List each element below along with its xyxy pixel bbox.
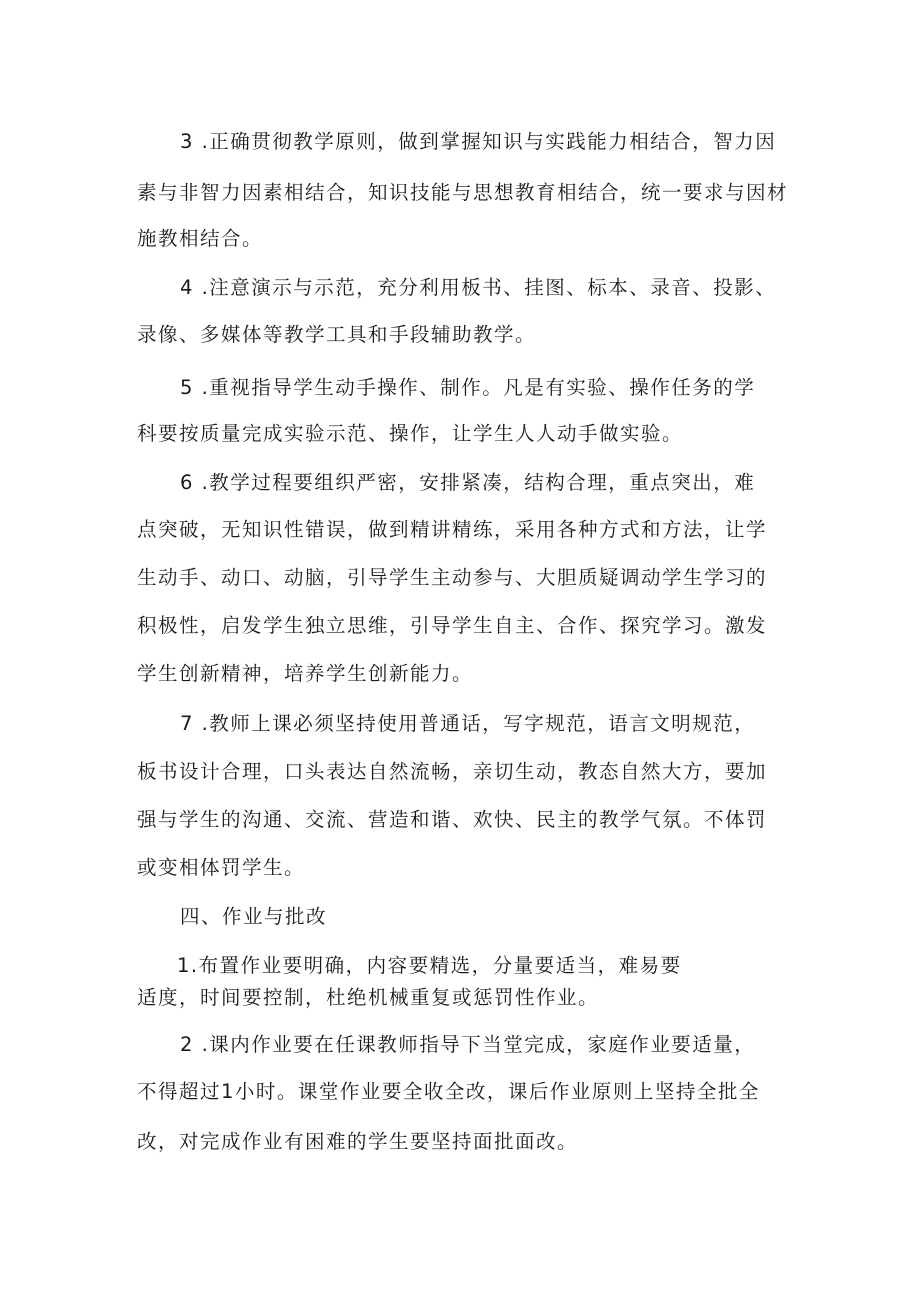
paragraph-7-line-4: 或变相体罚学生。: [137, 856, 306, 879]
paragraph-3-line-1: 3 .正确贯彻教学原则，做到掌握知识与实践能力相结合，智力因: [180, 130, 777, 153]
paragraph-4-line-1: 4 .注意演示与示范，充分利用板书、挂图、标本、录音、投影、: [180, 276, 777, 299]
homework-item-2-line-2: 不得超过1小时。课堂作业要全收全改，课后作业原则上坚持全批全: [137, 1080, 760, 1103]
paragraph-6-line-3: 生动手、动口、动脑，引导学生主动参与、大胆质疑调动学生学习的: [137, 566, 768, 589]
homework-item-2-line-3: 改，对完成作业有困难的学生要坚持面批面改。: [137, 1130, 579, 1153]
homework-item-1-line-2: 适度，时间要控制，杜绝机械重复或惩罚性作业。: [137, 986, 600, 1009]
paragraph-6-line-5: 学生创新精神，培养学生创新能力。: [137, 662, 474, 685]
paragraph-7-line-1: 7 .教师上课必须坚持使用普通话，写字规范，语言文明规范，: [180, 712, 756, 735]
paragraph-3-line-3: 施教相结合。: [137, 227, 264, 250]
paragraph-4-line-2: 录像、多媒体等教学工具和手段辅助教学。: [137, 323, 537, 346]
homework-item-2-line-1: 2 .课内作业要在任课教师指导下当堂完成，家庭作业要适量，: [180, 1033, 756, 1056]
paragraph-5-line-1: 5 .重视指导学生动手操作、制作。凡是有实验、操作任务的学: [180, 376, 756, 399]
paragraph-3-line-2: 素与非智力因素相结合，知识技能与思想教育相结合，统一要求与因材: [137, 181, 789, 204]
paragraph-6-line-1: 6 .教学过程要组织严密，安排紧凑，结构合理，重点突出，难: [180, 471, 756, 494]
paragraph-6-line-4: 积极性，启发学生独立思维，引导学生自主、合作、探究学习。激发: [137, 614, 768, 637]
section-heading: 四、作业与批改: [180, 905, 328, 928]
paragraph-5-line-2: 科要按质量完成实验示范、操作，让学生人人动手做实验。: [137, 422, 684, 445]
paragraph-6-line-2: 点突破，无知识性错误，做到精讲精练，采用各种方式和方法，让学: [137, 518, 768, 541]
paragraph-7-line-2: 板书设计合理，口头表达自然流畅，亲切生动，教态自然大方，要加: [137, 760, 768, 783]
homework-item-1-line-1: 1.布置作业要明确，内容要精选，分量要适当，难易要: [177, 954, 682, 977]
paragraph-7-line-3: 强与学生的沟通、交流、营造和谐、欢快、民主的教学气氛。不体罚: [137, 808, 768, 831]
